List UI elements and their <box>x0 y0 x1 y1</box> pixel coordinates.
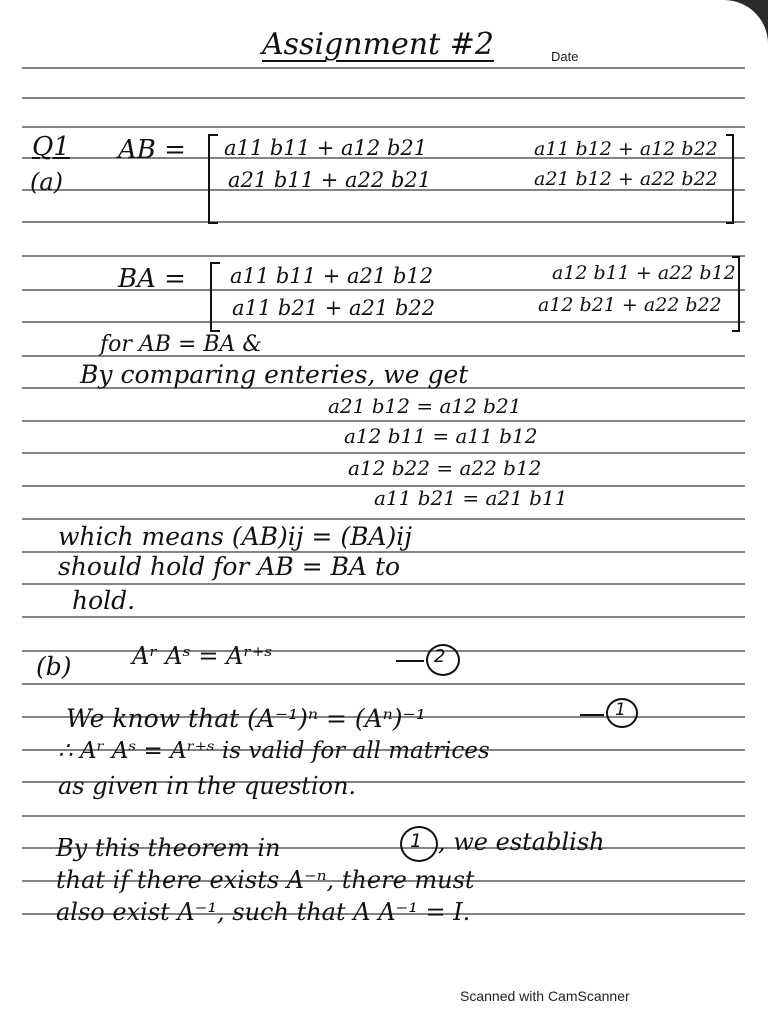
scanner-watermark: Scanned with CamScanner <box>460 988 630 1004</box>
equation-2: a12 b11 = a11 b12 <box>344 424 538 448</box>
ab-entry-r2c1: a21 b11 + a22 b21 <box>228 168 432 192</box>
theorem-line-1: By this theorem in <box>56 834 281 862</box>
ba-entry-r2c1: a11 b21 + a21 b22 <box>232 296 436 320</box>
equation-tag-2: 2 <box>434 646 446 667</box>
theorem-line-2: that if there exists A⁻ⁿ, there must <box>56 866 475 894</box>
question-label: Q1 <box>32 132 70 162</box>
page-title: Assignment #2 <box>262 27 494 62</box>
identity-tag-dash <box>580 714 604 716</box>
ba-entry-r2c2: a12 b21 + a22 b22 <box>538 294 722 316</box>
known-identity-line: We know that (A⁻¹)ⁿ = (Aⁿ)⁻¹ <box>66 704 426 733</box>
theorem-line-3: also exist A⁻¹, such that A A⁻¹ = I. <box>56 898 471 926</box>
part-a-label: (a) <box>30 168 64 196</box>
theorem-ref: 1 <box>410 830 423 852</box>
conclusion-line-3: hold. <box>72 586 136 615</box>
ab-entry-r2c2: a21 b12 + a22 b22 <box>534 168 718 190</box>
equation-1: a21 b12 = a12 b21 <box>328 394 522 418</box>
equation-tag-dash <box>396 660 424 662</box>
theorem-line-1-end: , we establish <box>438 828 605 856</box>
ba-lhs: BA = <box>118 264 186 294</box>
ba-matrix-left-bracket <box>210 262 220 332</box>
ab-matrix-right-bracket <box>726 134 734 224</box>
ab-matrix-left-bracket <box>208 134 218 224</box>
part-b-equation: Aʳ Aˢ = Aʳ⁺ˢ <box>132 642 273 670</box>
equation-4: a11 b21 = a21 b11 <box>374 486 568 510</box>
equation-3: a12 b22 = a22 b12 <box>348 456 542 480</box>
ba-entry-r1c1: a11 b11 + a21 b12 <box>230 264 434 288</box>
comparing-line: By comparing enteries, we get <box>80 360 469 389</box>
given-line: as given in the question. <box>58 772 357 800</box>
date-label: Date <box>551 49 579 64</box>
therefore-line: ∴ Aʳ Aˢ = Aʳ⁺ˢ is valid for all matrices <box>58 738 490 764</box>
ab-entry-r1c1: a11 b11 + a12 b21 <box>224 136 428 160</box>
identity-tag-1: 1 <box>615 700 626 720</box>
ab-lhs: AB = <box>118 135 186 165</box>
part-b-label: (b) <box>36 652 72 681</box>
conclusion-line-1: which means (AB)ij = (BA)ij <box>58 522 413 551</box>
ab-entry-r1c2: a11 b12 + a12 b22 <box>534 138 718 160</box>
conclusion-line-2: should hold for AB = BA to <box>58 552 401 581</box>
condition-line: for AB = BA & <box>100 332 263 357</box>
ba-entry-r1c2: a12 b11 + a22 b12 <box>552 262 736 284</box>
